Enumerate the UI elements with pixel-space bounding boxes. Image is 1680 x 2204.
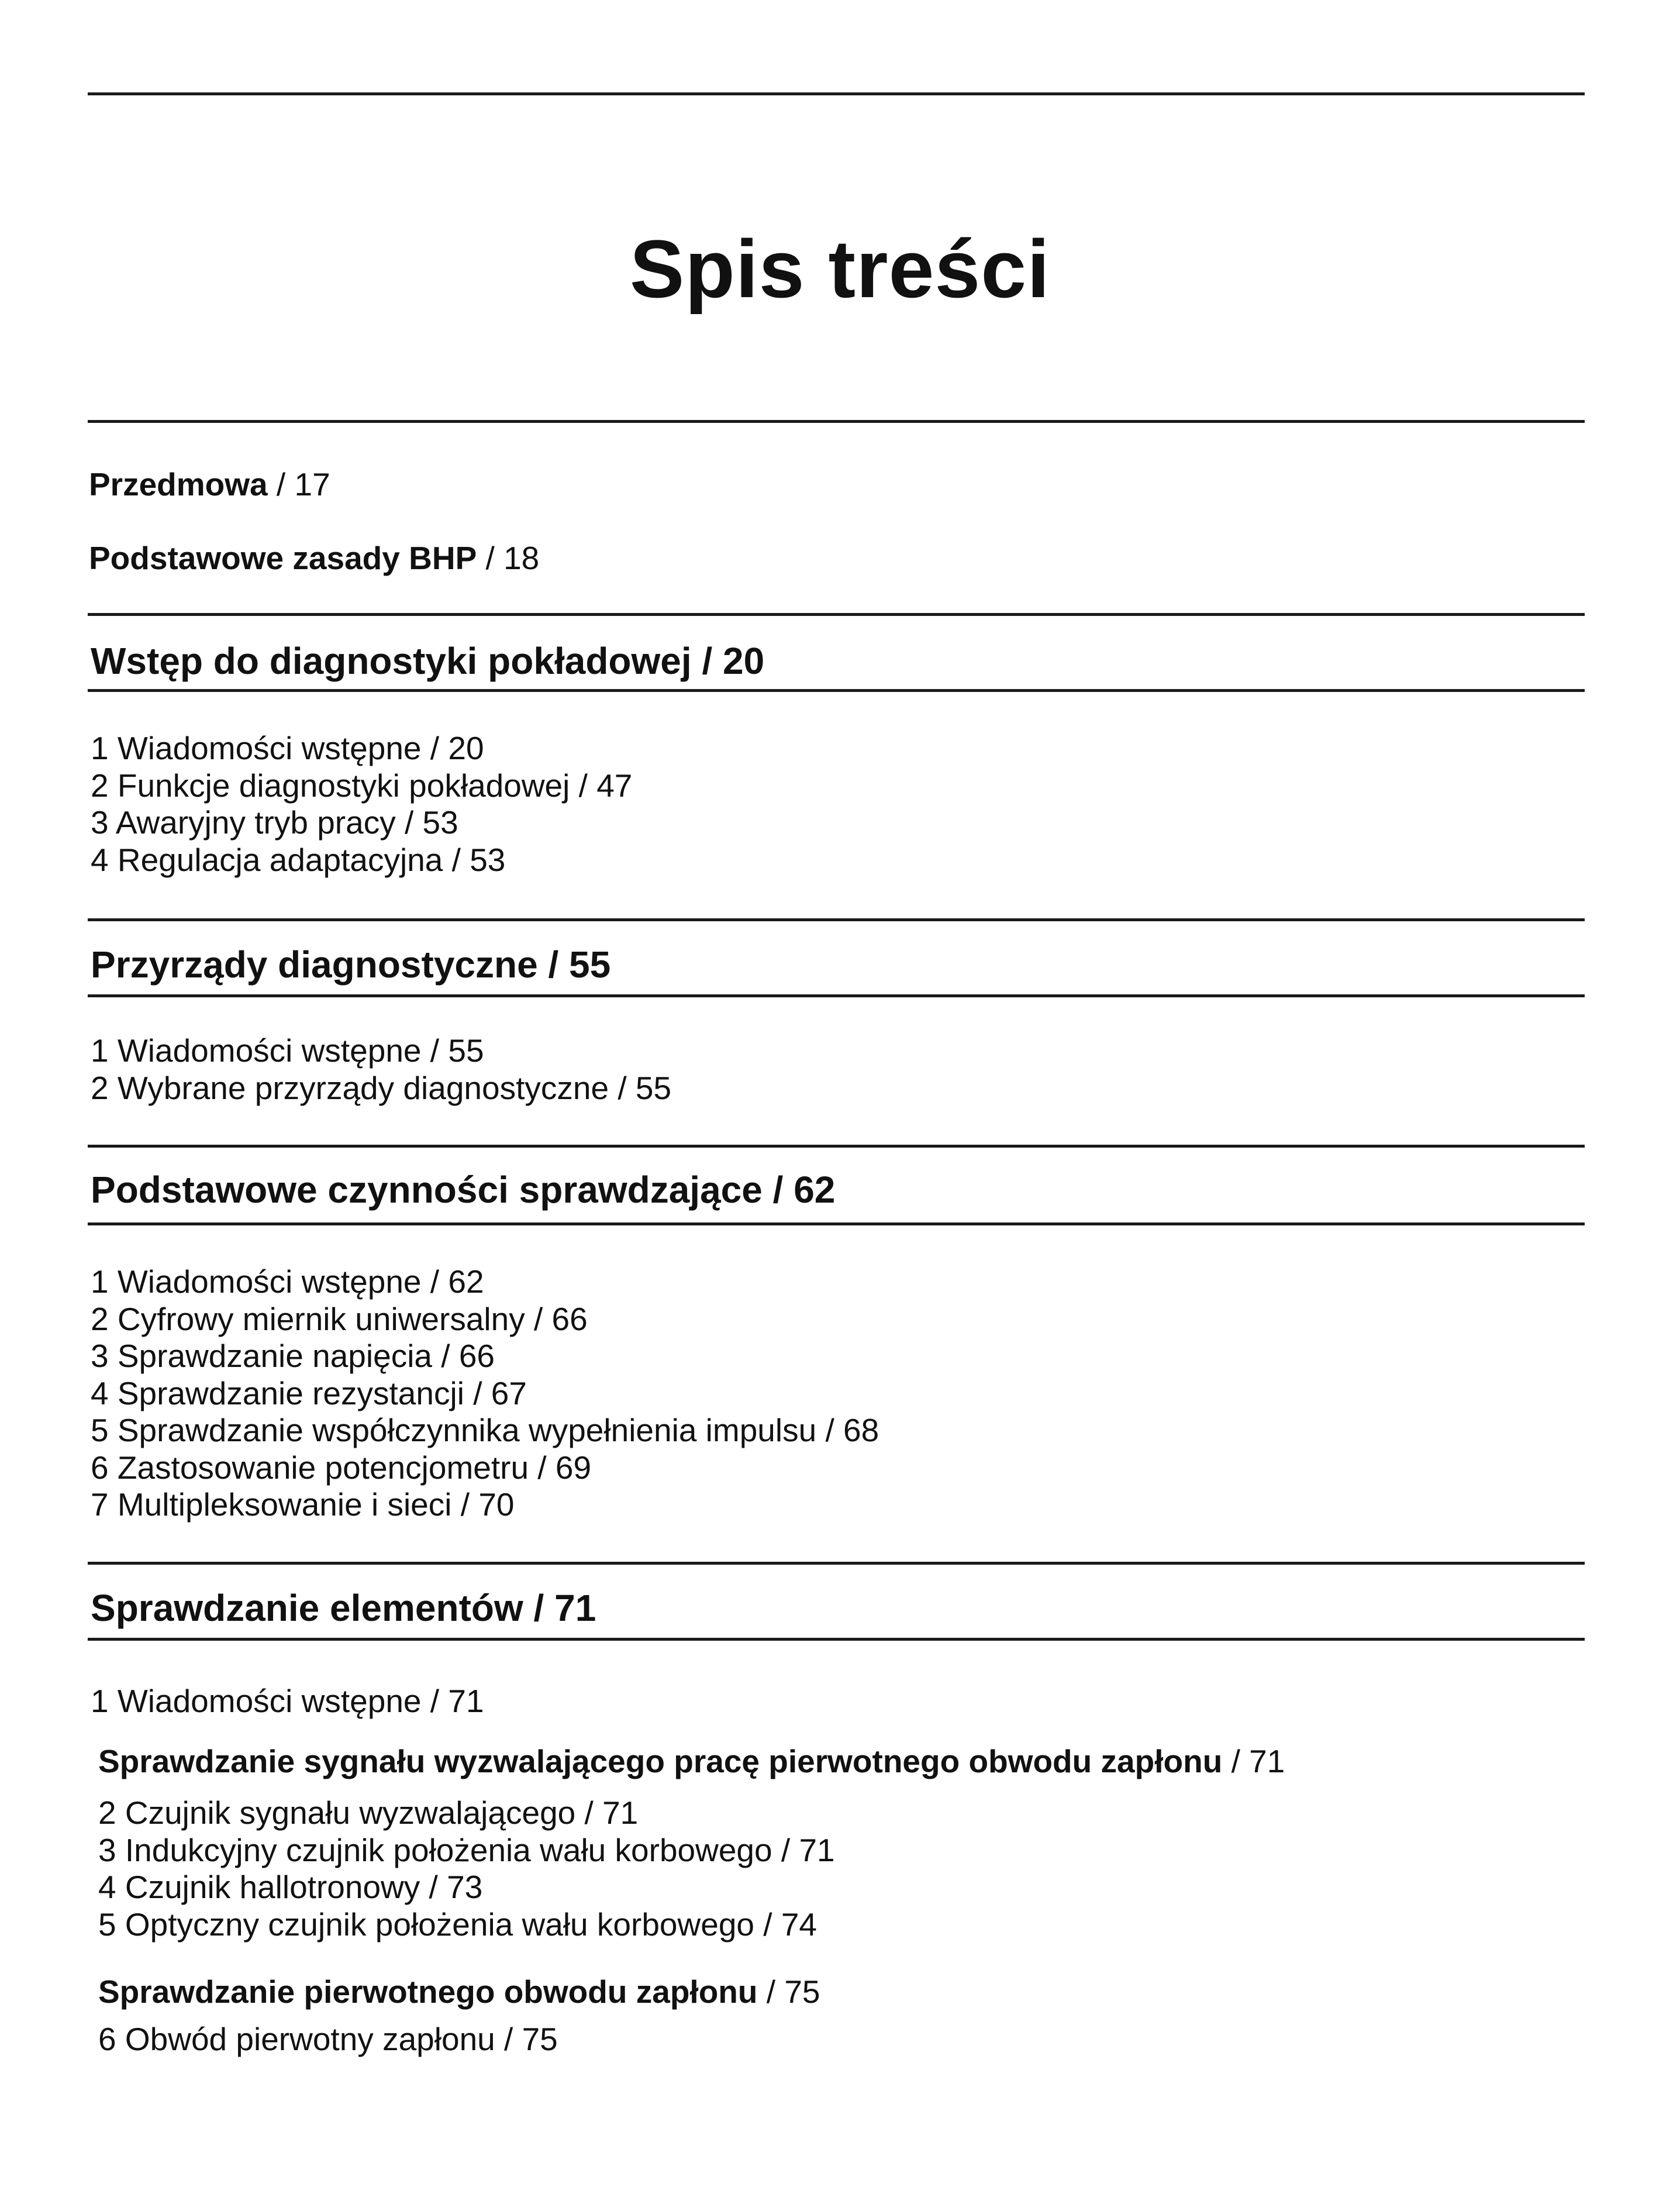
toc-item[interactable]: 6 Obwód pierwotny zapłonu / 75 [98,2021,558,2057]
toc-subsection-primary-circuit[interactable] [98,1974,820,2010]
section-rule [88,1145,1585,1148]
toc-item[interactable]: 2 Cyfrowy miernik uniwersalny / 66 [91,1300,588,1337]
toc-entry-label: Podstawowe zasady BHP [89,540,477,576]
toc-item[interactable]: 2 Wybrane przyrządy diagnostyczne / 55 [91,1069,672,1106]
section-rule [88,1562,1585,1565]
section-list [98,2021,558,2058]
section-rule [88,689,1585,692]
section-heading[interactable]: Przyrządy diagnostyczne / 55 [91,943,611,986]
toc-entry-przedmowa[interactable] [89,466,330,502]
section-list [98,1795,835,1943]
section-heading[interactable]: Wstęp do diagnostyki pokładowej / 20 [91,640,765,682]
toc-item[interactable]: 6 Zastosowanie potencjometru / 69 [91,1449,592,1486]
section-rule [88,1638,1585,1641]
title-rule [88,420,1585,423]
section-list [91,1263,879,1524]
toc-item[interactable]: 4 Czujnik hallotronowy / 73 [98,1869,483,1905]
section-rule [88,613,1585,616]
section-heading[interactable]: Sprawdzanie elementów / 71 [91,1587,596,1629]
toc-entry-bhp[interactable] [89,540,539,576]
toc-item[interactable]: 3 Sprawdzanie napięcia / 66 [91,1338,495,1374]
toc-item[interactable]: 3 Awaryjny tryb pracy / 53 [91,804,458,841]
toc-entry-page: / 18 [477,540,540,576]
toc-item[interactable]: 2 Czujnik sygnału wyzwalającego / 71 [98,1795,639,1831]
toc-item[interactable]: 2 Funkcje diagnostyki pokładowej / 47 [91,767,633,804]
page-title: Spis treści [629,223,1051,315]
toc-item[interactable]: 7 Multipleksowanie i sieci / 70 [91,1486,515,1523]
toc-subsection-page: / 75 [757,1974,820,2010]
toc-item[interactable]: 5 Optyczny czujnik położenia wału korbowego / 74 [98,1906,817,1943]
toc-item[interactable]: 4 Regulacja adaptacyjna / 53 [91,841,506,878]
toc-entry-label: Przedmowa [89,466,268,502]
toc-entry-page: / 17 [267,466,330,502]
section-list [91,1683,484,1720]
section-rule [88,918,1585,921]
toc-subsection-label: Sprawdzanie pierwotnego obwodu zapłonu [98,1974,758,2010]
toc-subsection-page: / 71 [1222,1743,1285,1779]
toc-item[interactable]: 1 Wiadomości wstępne / 55 [91,1032,484,1069]
toc-subsection-label: Sprawdzanie sygnału wyzwalającego pracę pierwotnego obwodu zapłonu [98,1743,1223,1779]
section-list [91,1032,671,1107]
top-rule [88,92,1585,95]
toc-item[interactable]: 4 Sprawdzanie rezystancji / 67 [91,1375,527,1411]
toc-subsection-trigger-signal[interactable] [98,1743,1285,1779]
toc-item[interactable]: 1 Wiadomości wstępne / 20 [91,730,484,766]
section-rule [88,1222,1585,1225]
section-rule [88,994,1585,997]
toc-item[interactable]: 5 Sprawdzanie współczynnika wypełnienia impulsu / 68 [91,1412,879,1448]
toc-item[interactable]: 3 Indukcyjny czujnik położenia wału korbowego / 71 [98,1831,835,1868]
toc-item[interactable]: 1 Wiadomości wstępne / 71 [91,1683,484,1719]
toc-item[interactable]: 1 Wiadomości wstępne / 62 [91,1263,484,1300]
section-heading[interactable]: Podstawowe czynności sprawdzające / 62 [91,1169,836,1211]
section-list [91,730,632,879]
